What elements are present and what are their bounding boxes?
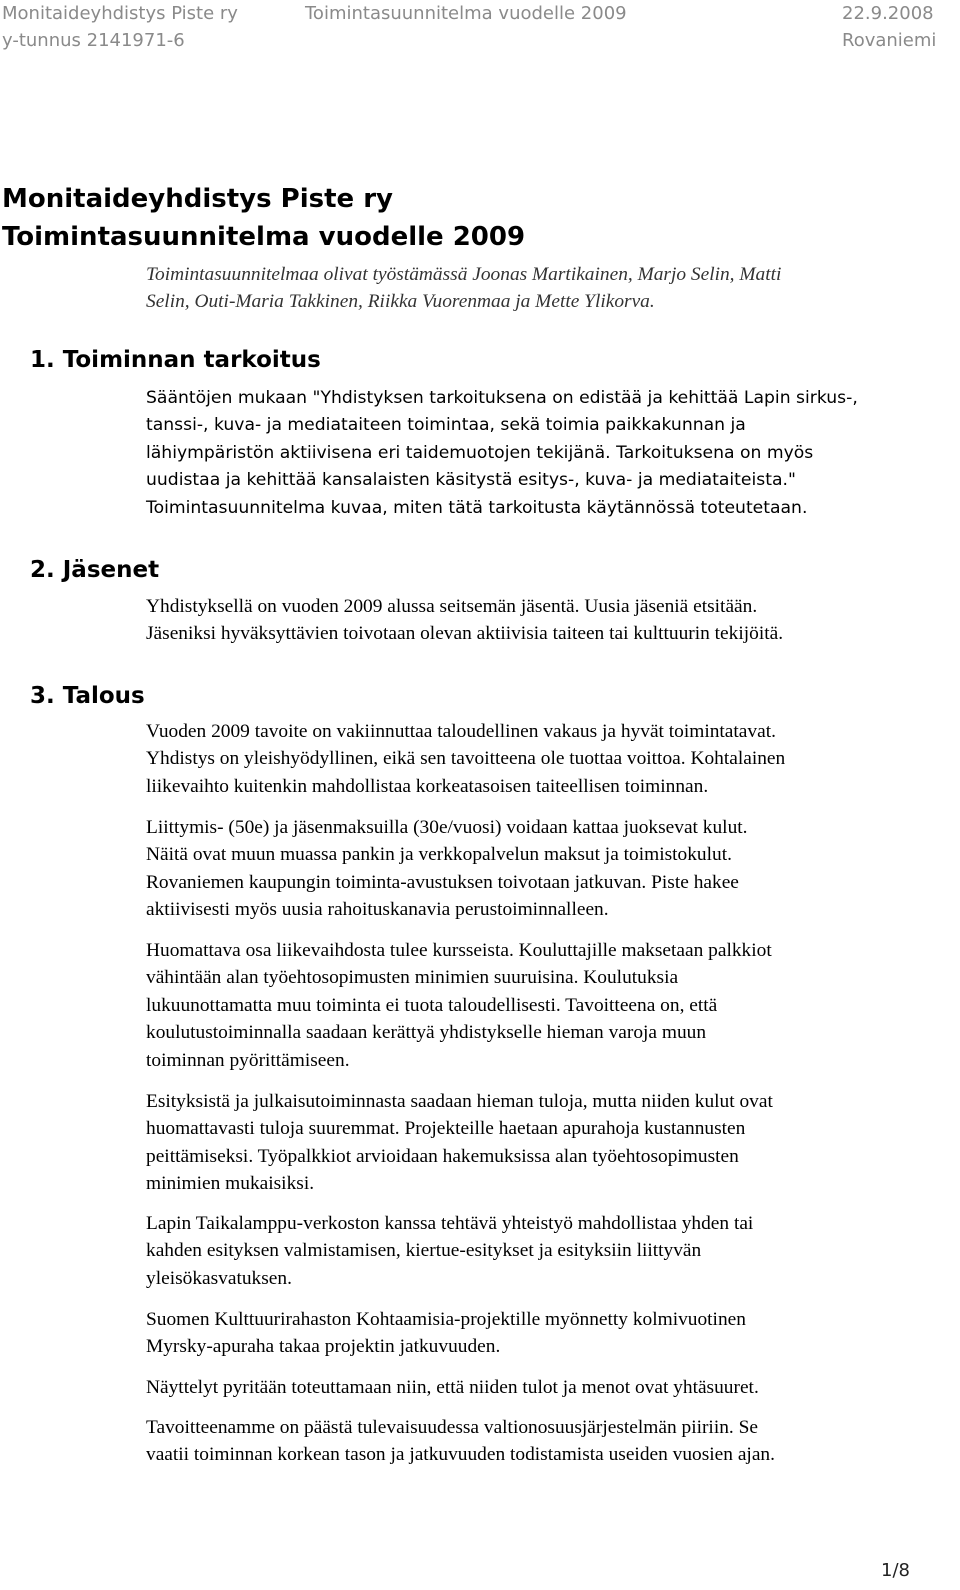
title-line-2: Toimintasuunnitelma vuodelle 2009 [2, 222, 526, 252]
finance-paragraph-goal: Vuoden 2009 tavoite on vakiinnuttaa taloudellinen vakaus ja hyvät toimintatavat. Yhdistys on yleishyödyllinen, eikä sen tavoitteena ole tuottaa voittoa. Kohtalainen liikevaihto kuitenkin mahdollistaa korkeatasoisen taiteellisen toiminnan. [146, 721, 786, 797]
finance-paragraph-grant: Suomen Kulttuurirahaston Kohtaamisia-projektille myönnetty kolmivuotinen Myrsky-apuraha takaa projektin jatkuvuuden. [146, 1309, 746, 1358]
section-heading-members: 2. Jäsenet [30, 557, 160, 583]
header-place: Rovaniemi [842, 30, 937, 51]
section-members-paragraph: Yhdistyksellä on vuoden 2009 alussa seitsemän jäsentä. Uusia jäseniä etsitään. Jäseniksi hyväksyttävien toivotaan olevan aktiivisia taiteen tai kulttuurin tekijöitä. [146, 596, 784, 645]
section-heading-finance: 3. Talous [30, 683, 145, 709]
finance-paragraph-taikalamppu: Lapin Taikalamppu-verkoston kanssa tehtävä yhteistyö mahdollistaa yhden tai kahden esityksen valmistamisen, kiertue-esitykset ja esityksiin liittyvän yleisökasvatuksen. [146, 1213, 754, 1289]
finance-paragraph-state-funding: Tavoitteenamme on päästä tulevaisuudessa valtionosuusjärjestelmän piiriin. Se vaatii toiminnan korkean tason ja jatkuvuuden todistamista useiden vuosien ajan. [146, 1417, 775, 1466]
header-document-title: Toimintasuunnitelma vuodelle 2009 [305, 3, 627, 24]
section-heading-purpose: 1. Toiminnan tarkoitus [30, 347, 321, 373]
page-number: 1/8 [881, 1560, 910, 1581]
finance-paragraph-courses: Huomattava osa liikevaihdosta tulee kursseista. Kouluttajille maksetaan palkkiot vähintään alan työehtosopimusten minimien suuruisina. Koulutuksia lukuunottamatta muu toiminta ei tuota taloudellisesti. Tavoitteena on, että koulutustoiminnalla saadaan kerättyä yhdistykselle hieman varoja muun toiminnan pyörittämiseen. [146, 940, 772, 1071]
finance-paragraph-performances: Esityksistä ja julkaisutoiminnasta saadaan hieman tuloja, mutta niiden kulut ovat huomattavasti tuloja suuremmat. Projekteille haetaan apurahoja kustannusten peittämiseksi. Työpalkkiot arvioidaan hakemuksissa alan työehtosopimusten minimien mukaisiksi. [146, 1091, 773, 1195]
header-business-id: y-tunnus 2141971-6 [2, 30, 185, 51]
intro-paragraph: Toimintasuunnitelmaa olivat työstämässä Joonas Martikainen, Marjo Selin, Matti Selin, Outi-Maria Takkinen, Riikka Vuorenmaa ja Mette Ylikorva. [146, 264, 782, 313]
section-purpose-paragraph: Sääntöjen mukaan "Yhdistyksen tarkoituksena on edistää ja kehittää Lapin sirkus-, tanssi-, kuva- ja mediataiteen toimintaa, sekä toimia paikkakunnan ja lähiympäristön aktiivisena eri taidemuotojen tekijänä. Tarkoituksena on myös uudistaa ja kehittää kansalaisten käsitystä esitys-, kuva- ja mediataiteista." Toimintasuunnitelma kuvaa, miten tätä tarkoitusta käytännössä toteutetaan. [146, 388, 858, 518]
finance-paragraph-exhibitions: Näyttelyt pyritään toteuttamaan niin, että niiden tulot ja menot ovat yhtäsuuret. [146, 1377, 759, 1398]
document-title [2, 180, 525, 256]
title-line-1: Monitaideyhdistys Piste ry [2, 184, 393, 214]
header-date: 22.9.2008 [842, 3, 934, 24]
header-org-name: Monitaideyhdistys Piste ry [2, 3, 238, 24]
finance-paragraph-fees: Liittymis- (50e) ja jäsenmaksuilla (30e/vuosi) voidaan kattaa juoksevat kulut. Näitä ovat muun muassa pankin ja verkkopalvelun maksut ja toimistokulut. Rovaniemen kaupungin toiminta-avustuksen toivotaan jatkuvan. Piste hakee aktiivisesti myös uusia rahoituskanavia perustoiminnalleen. [146, 817, 748, 921]
